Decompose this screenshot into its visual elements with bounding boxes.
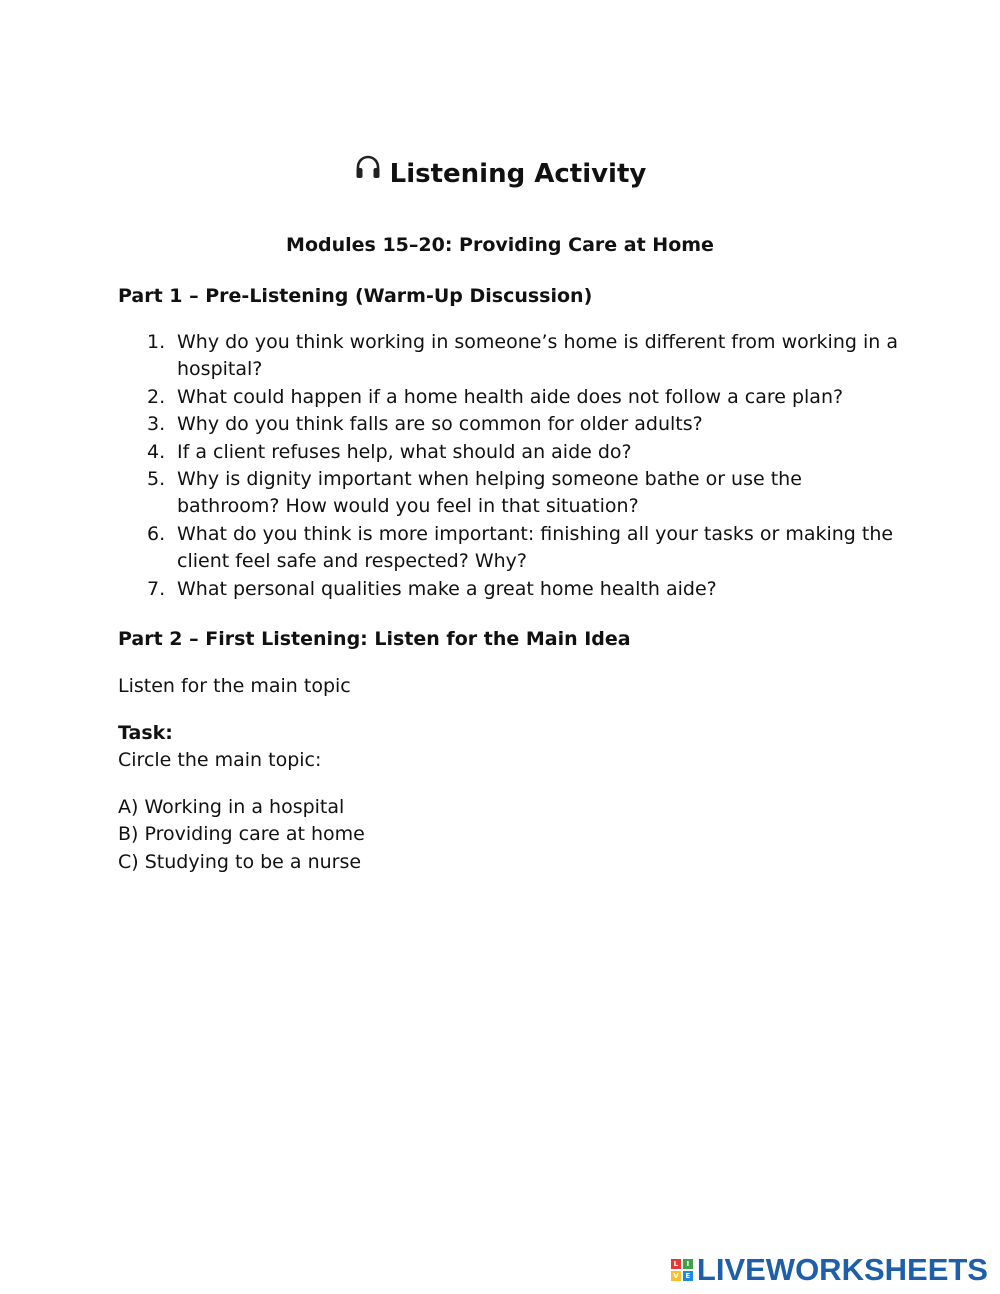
page-title — [0, 154, 1000, 194]
choice-option[interactable]: C) Studying to be a nurse — [118, 850, 362, 873]
logo-mark-icon: L I V E — [671, 1259, 693, 1281]
choice-option[interactable]: B) Providing care at home — [118, 823, 365, 846]
choice-option[interactable]: A) Working in a hospital — [118, 796, 345, 818]
part2-instruction: Listen for the main topic — [118, 675, 351, 697]
part1-heading: Part 1 – Pre-Listening (Warm-Up Discussion) — [118, 285, 593, 307]
question-item: 5. Why is dignity important when helping someone bathe or use the bathroom? How would you feel in that situation? — [147, 468, 802, 518]
title-text: Listening Activity — [389, 159, 647, 189]
headphones-icon — [354, 153, 382, 193]
liveworksheets-logo — [671, 1253, 988, 1287]
task-label: Task: — [118, 722, 173, 744]
question-item: 7. What personal qualities make a great home health aide? — [147, 577, 717, 600]
module-subtitle: Modules 15–20: Providing Care at Home — [286, 234, 714, 256]
part2-heading: Part 2 – First Listening: Listen for the Main Idea — [118, 628, 631, 650]
question-item: 1. Why do you think working in someone’s home is different from working in a hospital? — [147, 331, 898, 381]
task-text: Circle the main topic: — [118, 749, 322, 771]
question-item: 3. Why do you think falls are so common for older adults? — [147, 413, 703, 436]
question-item: 2. What could happen if a home health aide does not follow a care plan? — [147, 385, 844, 408]
question-item: 4. If a client refuses help, what should an aide do? — [147, 440, 632, 463]
prelistening-question-list — [118, 329, 898, 603]
logo-wordmark: LIVEWORKSHEETS — [696, 1252, 988, 1287]
main-topic-choices — [118, 794, 365, 876]
question-item: 6. What do you think is more important: finishing all your tasks or making the client feel safe and respected? Why? — [147, 522, 894, 573]
